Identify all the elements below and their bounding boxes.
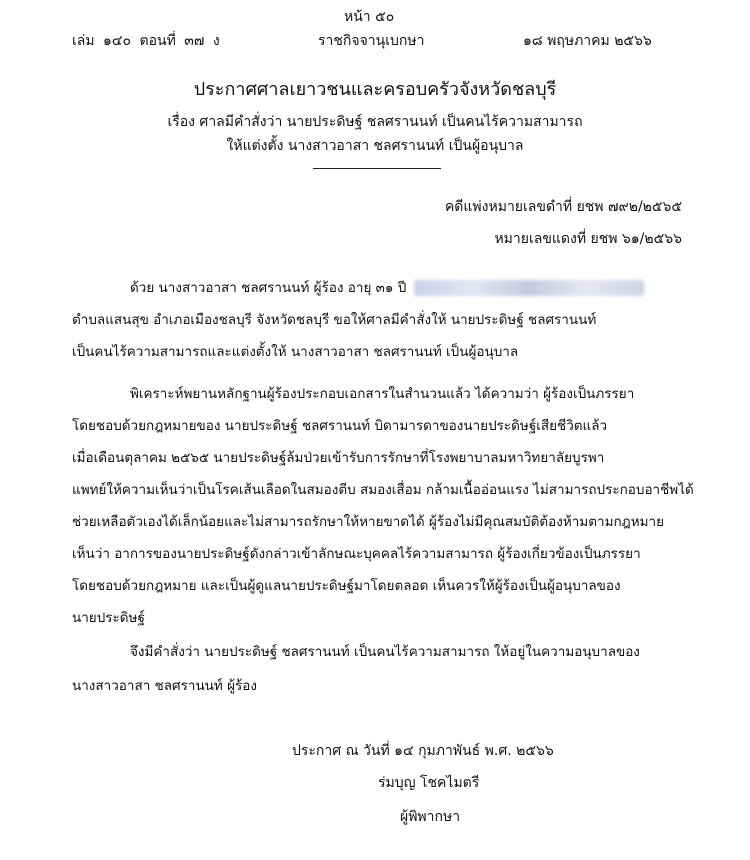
body-paragraph-2-line-8: นายประดิษฐ์	[72, 610, 145, 626]
judge-position: ผู้พิพากษา	[400, 809, 461, 825]
announcement-subject-line-2: ให้แต่งตั้ง นางสาวอาสา ชลศรานนท์ เป็นผู้อนุบาล	[226, 138, 524, 154]
gazette-date: ๑๘ พฤษภาคม ๒๕๖๖	[523, 33, 652, 49]
black-case-number: คดีแพ่งหมายเลขดำที่ ยชพ ๗๙๒/๒๕๖๕	[444, 199, 682, 215]
gazette-volume: เล่ม ๑๔๐ ตอนที่ ๓๗ ง	[72, 33, 220, 49]
body-paragraph-2-line-2: โดยชอบด้วยกฎหมายของ นายประดิษฐ์ ชลศรานนท์ บิดามารดาของนายประดิษฐ์เสียชีวิตแล้ว	[72, 418, 608, 434]
gazette-publication: ราชกิจจานุเบกษา	[318, 33, 425, 49]
judge-name: ร่มบุญ โชคไมตรี	[378, 775, 480, 791]
body-paragraph-3-line-2: นางสาวอาสา ชลศรานนท์ ผู้ร้อง	[72, 678, 257, 694]
body-paragraph-2-line-5: ช่วยเหลือตัวเองได้เล็กน้อยและไม่สามารถรักษาให้หายขาดได้ ผู้ร้องไม่มีคุณสมบัติต้องห้ามตามกฎหมาย	[72, 514, 665, 530]
title-divider	[313, 168, 441, 169]
redacted-address-image	[414, 280, 644, 296]
body-paragraph-3-line-1: จึงมีคำสั่งว่า นายประดิษฐ์ ชลศรานนท์ เป็นคนไร้ความสามารถ ให้อยู่ในความอนุบาลของ	[130, 644, 640, 660]
body-paragraph-1-line-3: เป็นคนไร้ความสามารถและแต่งตั้งให้ นางสาวอาสา ชลศรานนท์ เป็นผู้อนุบาล	[72, 344, 519, 360]
announcement-subject-line-1: เรื่อง ศาลมีคำสั่งว่า นายประดิษฐ์ ชลศรานนท์ เป็นคนไร้ความสามารถ	[167, 114, 583, 130]
body-paragraph-1-line-1	[130, 276, 644, 298]
body-paragraph-2-line-3: เมื่อเดือนตุลาคม ๒๕๖๕ นายประดิษฐ์ล้มป่วยเข้ารับการรักษาที่โรงพยาบาลมหาวิทยาลัยบูรพา	[72, 450, 605, 466]
body-paragraph-2-line-6: เห็นว่า อาการของนายประดิษฐ์ดังกล่าวเข้าลักษณะบุคคลไร้ความสามารถ ผู้ร้องเกี่ยวข้องเป็นภรรยา	[72, 546, 641, 562]
petitioner-intro: ด้วย นางสาวอาสา ชลศรานนท์ ผู้ร้อง อายุ ๓๑ ปี	[130, 280, 407, 296]
announcement-title: ประกาศศาลเยาวชนและครอบครัวจังหวัดชลบุรี	[193, 79, 557, 100]
announcement-date: ประกาศ ณ วันที่ ๑๔ กุมภาพันธ์ พ.ศ. ๒๕๖๖	[292, 743, 554, 759]
body-paragraph-1-line-2: ตำบลแสนสุข อำเภอเมืองชลบุรี จังหวัดชลบุรี ขอให้ศาลมีคำสั่งให้ นายประดิษฐ์ ชลศรานนท์	[72, 312, 597, 328]
red-case-number: หมายเลขแดงที่ ยชพ ๖๑/๒๕๖๖	[494, 231, 682, 247]
body-paragraph-2-line-7: โดยชอบด้วยกฎหมาย และเป็นผู้ดูแลนายประดิษฐ์มาโดยตลอด เห็นควรให้ผู้ร้องเป็นผู้อนุบาลของ	[72, 578, 621, 594]
page-number: หน้า ๕๐	[344, 9, 395, 25]
body-paragraph-2-line-1: พิเคราะห์พยานหลักฐานผู้ร้องประกอบเอกสารในสำนวนแล้ว ได้ความว่า ผู้ร้องเป็นภรรยา	[130, 386, 635, 402]
body-paragraph-2-line-4: แพทย์ให้ความเห็นว่าเป็นโรคเส้นเลือดในสมองตีบ สมองเสื่อม กล้ามเนื้ออ่อนแรง ไม่สามารถประกอบอาชีพได้	[72, 482, 694, 498]
